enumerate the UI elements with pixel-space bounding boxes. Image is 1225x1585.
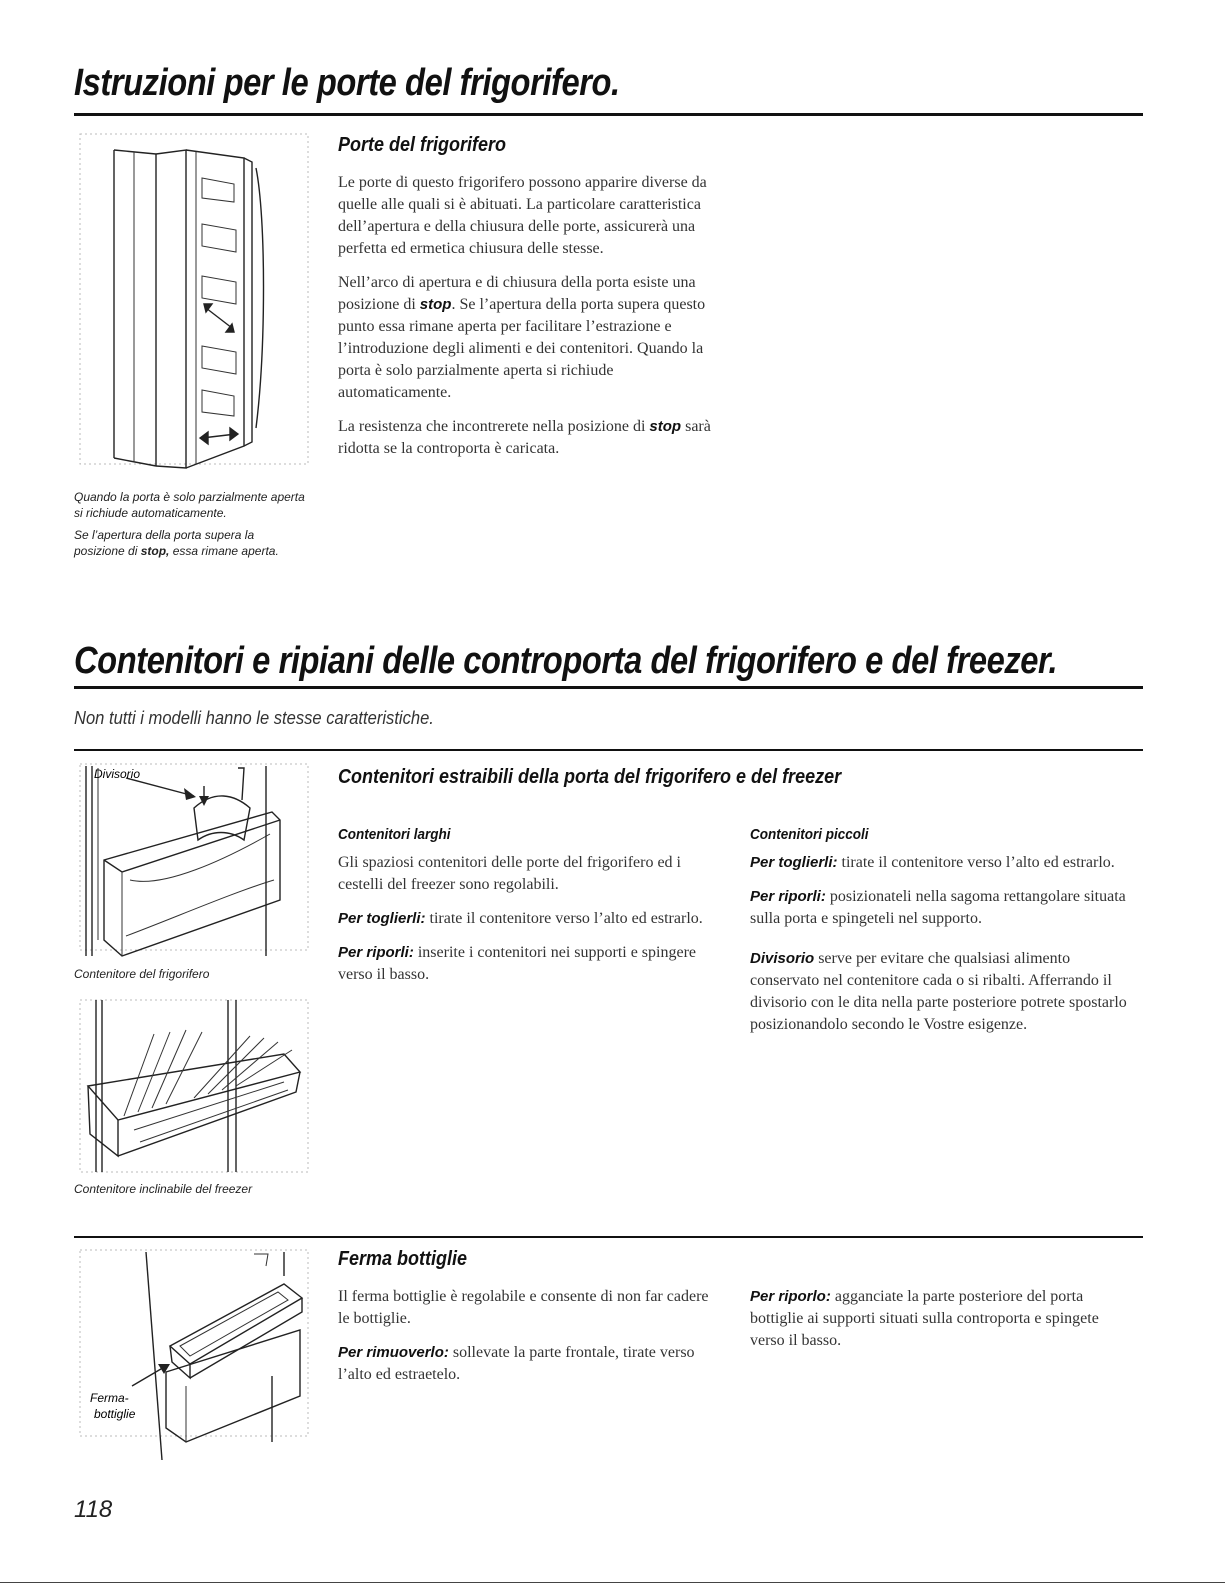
para3-text-b: sarà ridotta se la controporta è caricata.	[338, 418, 711, 457]
door-caption-2	[74, 527, 294, 559]
fridge-door-illustration	[74, 128, 314, 473]
bottle-stop-body	[338, 1286, 723, 1398]
para3-text-a: La resistenza che incontrerete nella posizione di	[338, 418, 650, 435]
large-replace-keyword: Per riporli:	[338, 944, 414, 961]
para2-text-b: . Se l’apertura della porta supera questo punto essa rimane aperta per facilitare l’estrazione e l’introduzione degli alimenti e dei contenitori. Quando la porta è solo parzialmente aperta si richiude automaticamente.	[338, 296, 706, 401]
freezer-bin-caption: Contenitore inclinabile del freezer	[74, 1182, 253, 1196]
bottle-stop-replace-body	[750, 1286, 1135, 1364]
large-bins-replace	[338, 942, 723, 986]
bottle-replace-text: agganciate la parte posteriore del porta bottiglie ai supporti situati sulla controporta e spingete verso il basso.	[750, 1288, 1099, 1349]
doors-paragraph-2	[338, 272, 728, 404]
bins-title-rule	[74, 686, 1143, 689]
bottle-stop-label-2: bottiglie	[94, 1407, 136, 1421]
small-bins-heading: Contenitori piccoli	[750, 826, 869, 843]
para2-keyword: stop	[419, 296, 452, 313]
fridge-bin-illustration	[74, 760, 314, 960]
divider-text: serve per evitare che qualsiasi alimento conservato nel contenitore cada o si ribalti. Afferrando il divisorio con le dita nella parte posteriore potrete spostarlo posizionandolo secondo le Vostre esigenze.	[750, 950, 1127, 1033]
fridge-bin-caption: Contenitore del frigorifero	[74, 967, 210, 981]
bottle-rule	[74, 1236, 1143, 1238]
small-remove-text: tirate il contenitore verso l’alto ed estrarlo.	[837, 854, 1115, 871]
bins-subtitle: Non tutti i modelli hanno le stesse caratteristiche.	[74, 708, 434, 728]
section-heading-bins: Contenitori estraibili della porta del frigorifero e del freezer	[338, 766, 842, 788]
door-caption-1: Quando la porta è solo parzialmente aperta si richiude automaticamente.	[74, 490, 305, 520]
para3-keyword: stop	[649, 418, 682, 435]
bottle-stop-replace	[750, 1286, 1135, 1352]
doors-body	[338, 172, 728, 472]
divider-label: Divisorio	[94, 767, 141, 781]
title-rule	[74, 113, 1143, 116]
large-bins-body	[338, 852, 723, 998]
page-number: 118	[74, 1496, 113, 1523]
small-bins-body	[750, 852, 1135, 1048]
small-bins-divider	[750, 948, 1135, 1036]
large-bins-paragraph: Gli spaziosi contenitori delle porte del frigorifero ed i cestelli del freezer sono regolabili.	[338, 854, 681, 893]
large-bins-heading: Contenitori larghi	[338, 826, 451, 843]
bottle-stop-remove	[338, 1342, 723, 1386]
para2-text-a: Nell’arco di apertura e di chiusura della porta esiste una posizione di	[338, 274, 696, 313]
small-replace-text: posizionateli nella sagoma rettangolare situata sulla porta e spingeteli nel supporto.	[750, 888, 1126, 927]
large-bins-remove	[338, 908, 723, 930]
freezer-bin-illustration	[74, 996, 314, 1176]
small-bins-replace	[750, 886, 1135, 930]
section-title-bins: Contenitori e ripiani delle controporta del frigorifero e del freezer.	[74, 640, 1058, 682]
small-remove-keyword: Per toglierli:	[750, 854, 838, 871]
divider-keyword: Divisorio	[750, 950, 815, 967]
large-replace-text: inserite i contenitori nei supporti e spingere verso il basso.	[338, 944, 697, 983]
small-bins-remove	[750, 852, 1135, 874]
page-bottom-edge	[0, 1582, 1225, 1583]
bottle-replace-keyword: Per riporlo:	[750, 1288, 831, 1305]
section-heading-bottle-stop: Ferma bottiglie	[338, 1248, 468, 1270]
doors-paragraph-3	[338, 416, 728, 460]
doors-paragraph-1: Le porte di questo frigorifero possono apparire diverse da quelle alle quali si è abituati. La particolare caratteristica dell’apertura e della chiusura delle porte, assicurerà una perfetta ed ermetica chiusura delle stesse.	[338, 174, 707, 257]
bottle-stop-label-1: Ferma-	[90, 1391, 129, 1405]
bottle-stop-paragraph: Il ferma bottiglie è regolabile e consente di non far cadere le bottiglie.	[338, 1288, 709, 1327]
bottle-remove-text: sollevate la parte frontale, tirate verso l’alto ed estraetelo.	[338, 1344, 695, 1383]
bottle-stop-illustration	[74, 1246, 314, 1466]
page-title: Istruzioni per le porte del frigorifero.	[74, 62, 620, 104]
bottle-remove-keyword: Per rimuoverlo:	[338, 1344, 449, 1361]
caption2-keyword: stop,	[140, 544, 170, 558]
small-replace-keyword: Per riporli:	[750, 888, 826, 905]
large-remove-keyword: Per toglierli:	[338, 910, 426, 927]
caption2-text-a: Se l’apertura della porta supera la posizione di	[74, 528, 255, 558]
section-heading-doors: Porte del frigorifero	[338, 134, 507, 156]
bins-subtitle-rule	[74, 749, 1143, 751]
large-remove-text: tirate il contenitore verso l’alto ed estrarlo.	[425, 910, 703, 927]
caption2-text-b: essa rimane aperta.	[169, 544, 279, 558]
